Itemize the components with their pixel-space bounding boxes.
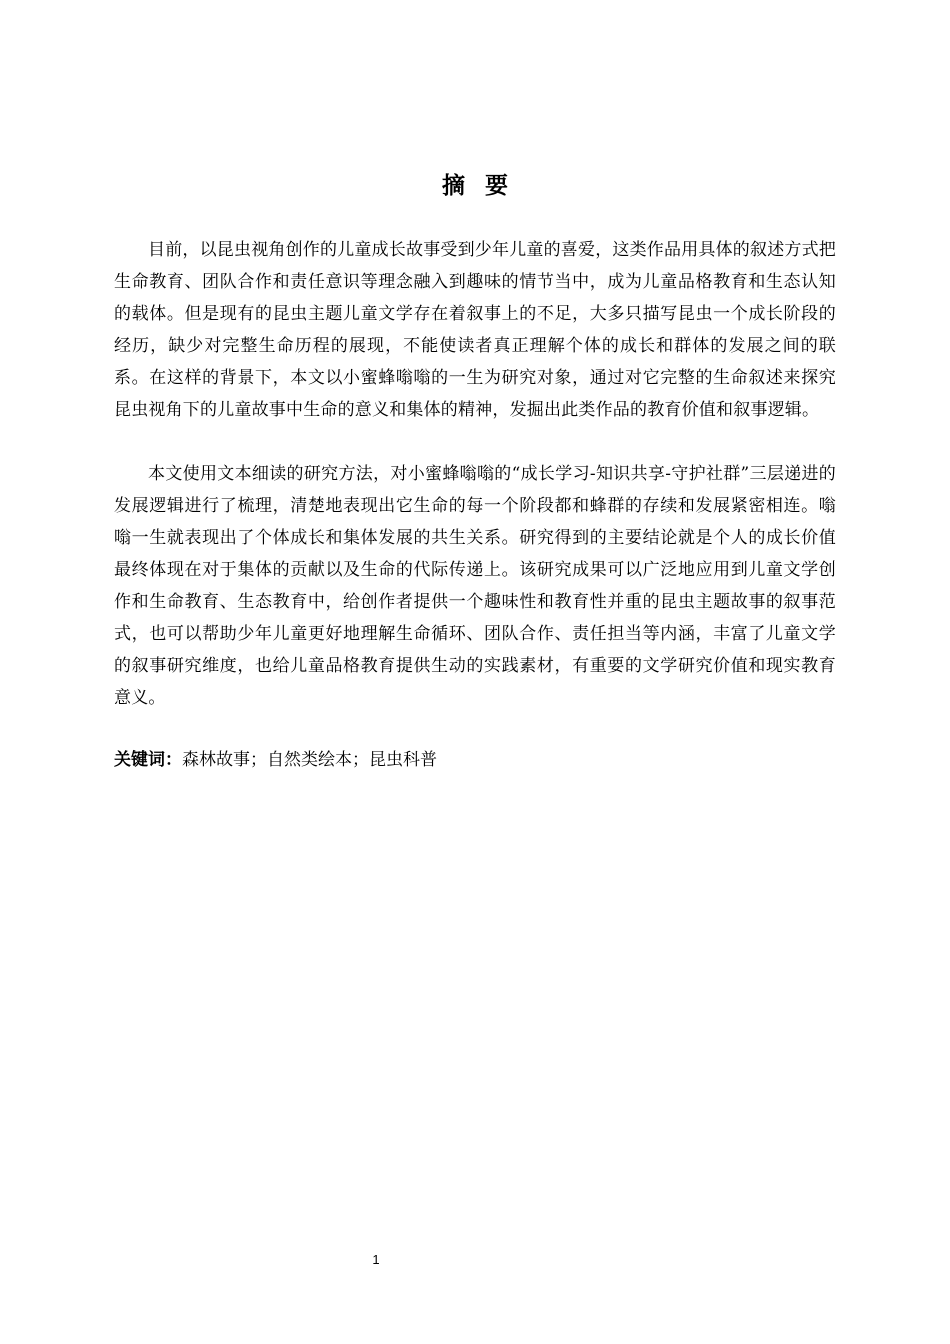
keywords-label: 关键词： xyxy=(114,750,182,770)
keywords-line xyxy=(114,744,836,776)
page-number: 1 xyxy=(372,1252,380,1267)
keywords-text: 森林故事；自然类绘本；昆虫科普 xyxy=(182,750,437,770)
abstract-paragraph-2: 本文使用文本细读的研究方法，对小蜜蜂嗡嗡的“成长学习-知识共享-守护社群”三层递进的发展逻辑进行了梳理，清楚地表现出它生命的每一个阶段都和蜂群的存续和发展紧密相连。嗡嗡一生就表现出了个体成长和集体发展的共生关系。研究得到的主要结论就是个人的成长价值最终体现在对于集体的贡献以及生命的代际传递上。该研究成果可以广泛地应用到儿童文学创作和生命教育、生态教育中，给创作者提供一个趣味性和教育性并重的昆虫主题故事的叙事范式，也可以帮助少年儿童更好地理解生命循环、团队合作、责任担当等内涵，丰富了儿童文学的叙事研究维度，也给儿童品格教育提供生动的实践素材，有重要的文学研究价值和现实教育意义。 xyxy=(114,464,836,708)
page-title: 摘要 xyxy=(442,173,528,199)
abstract-paragraph-1: 目前，以昆虫视角创作的儿童成长故事受到少年儿童的喜爱，这类作品用具体的叙述方式把生命教育、团队合作和责任意识等理念融入到趣味的情节当中，成为儿童品格教育和生态认知的载体。但是现有的昆虫主题儿童文学存在着叙事上的不足，大多只描写昆虫一个成长阶段的经历，缺少对完整生命历程的展现，不能使读者真正理解个体的成长和群体的发展之间的联系。在这样的背景下，本文以小蜜蜂嗡嗡的一生为研究对象，通过对它完整的生命叙述来探究昆虫视角下的儿童故事中生命的意义和集体的精神，发掘出此类作品的教育价值和叙事逻辑。 xyxy=(114,240,836,420)
